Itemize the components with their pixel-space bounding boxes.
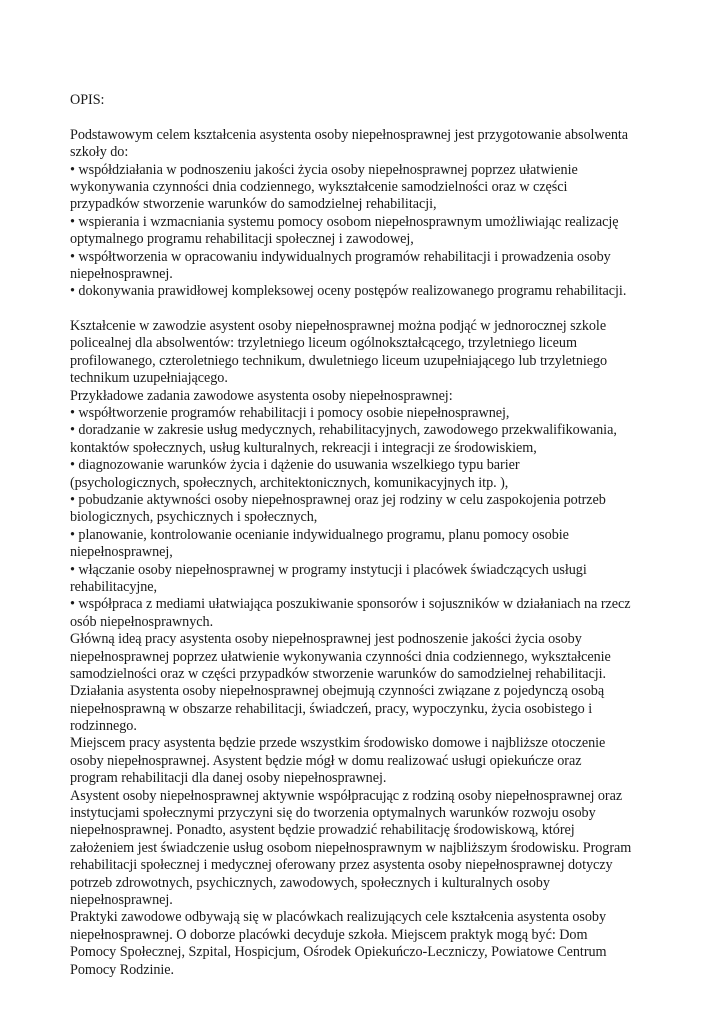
intro-paragraph — [70, 127, 670, 301]
paragraph-gap — [70, 301, 670, 318]
text-line: optymalnego programu rehabilitacji społecznej i zawodowej, — [70, 231, 414, 248]
text-line: rehabilitacji społecznej i medycznej oferowany przez asystenta osoby niepełnosprawnej dotyczy — [70, 857, 613, 874]
text-line: instytucjami społecznymi przyczyni się do tworzenia optymalnych warunków rozwoju osoby — [70, 805, 596, 822]
text-line: osób niepełnosprawnych. — [70, 613, 214, 630]
text-line: kontaktów społecznych, usług kulturalnych, rekreacji i integracji ze środowiskiem, — [70, 439, 537, 456]
text-line: biologicznych, psychicznych i społecznych, — [70, 509, 318, 526]
text-line: profilowanego, czteroletniego technikum, dwuletniego liceum uzupełniającego lub trzyletniego — [70, 352, 608, 369]
text-line: Miejscem pracy asystenta będzie przede wszystkim środowisko domowe i najbliższe otoczenie — [70, 735, 606, 752]
text-line: niepełnosprawnej, — [70, 544, 173, 561]
text-line: potrzeb zdrowotnych, psychicznych, zawodowych, społecznych i kulturalnych osoby — [70, 874, 550, 891]
bullet-line: • włączanie osoby niepełnosprawnej w programy instytucji i placówek świadczących usługi — [70, 561, 587, 578]
text-line: Przykładowe zadania zawodowe asystenta osoby niepełnosprawnej: — [70, 387, 453, 404]
document-heading: OPIS: — [70, 92, 105, 108]
text-line: technikum uzupełniającego. — [70, 370, 228, 387]
bullet-line: • współtworzenia w opracowaniu indywidualnych programów rehabilitacji i prowadzenia osoby — [70, 248, 611, 265]
document-body — [70, 92, 670, 979]
text-line: samodzielności oraz w części przypadków stworzenie warunków do samodzielnej rehabilitacji. — [70, 665, 607, 682]
text-line: Pomocy Rodzinie. — [70, 961, 175, 978]
text-line: niepełnosprawnej. O doborze placówki decyduje szkoła. Miejscem praktyk mogą być: Dom — [70, 926, 588, 943]
text-line: rodzinnego. — [70, 718, 137, 735]
bullet-line: • wspierania i wzmacniania systemu pomocy osobom niepełnosprawnym umożliwiając realizację — [70, 213, 619, 230]
bullet-line: • współpraca z mediami ułatwiająca poszukiwanie sponsorów i sojuszników w działaniach na rzecz — [70, 596, 631, 613]
bullet-line: • doradzanie w zakresie usług medycznych, rehabilitacyjnych, zawodowego przekwalifikowania, — [70, 422, 617, 439]
paragraph-gap — [70, 109, 670, 126]
text-line: Praktyki zawodowe odbywają się w placówkach realizujących cele kształcenia asystenta osoby — [70, 909, 606, 926]
text-line: niepełnosprawnej. Ponadto, asystent będzie prowadzić rehabilitację środowiskową, której — [70, 822, 575, 839]
text-line: Pomocy Społecznej, Szpital, Hospicjum, Ośrodek Opiekuńczo-Leczniczy, Powiatowe Centrum — [70, 944, 607, 961]
text-line: Kształcenie w zawodzie asystent osoby niepełnosprawnej można podjąć w jednorocznej szkole — [70, 318, 607, 335]
text-line: Asystent osoby niepełnosprawnej aktywnie współpracując z rodziną osoby niepełnosprawnej oraz — [70, 787, 623, 804]
bullet-line: • współtworzenie programów rehabilitacji i pomocy osobie niepełnosprawnej, — [70, 405, 510, 422]
text-line: przypadków stworzenie warunków do samodzielnej rehabilitacji, — [70, 196, 437, 213]
text-line: Działania asystenta osoby niepełnosprawnej obejmują czynności związane z pojedynczą osobą — [70, 683, 605, 700]
bullet-line: • pobudzanie aktywności osoby niepełnosprawnej oraz jej rodziny w celu zaspokojenia potrzeb — [70, 491, 606, 508]
main-paragraph — [70, 318, 670, 979]
text-line: policealnej dla absolwentów: trzyletniego liceum ogólnokształcącego, trzyletniego liceum — [70, 335, 577, 352]
text-line: program rehabilitacji dla danej osoby niepełnosprawnej. — [70, 770, 387, 787]
text-line: niepełnosprawnej. — [70, 265, 173, 282]
bullet-line: • współdziałania w podnoszeniu jakości życia osoby niepełnosprawnej poprzez ułatwienie — [70, 161, 578, 178]
bullet-line: • diagnozowanie warunków życia i dążenie do usuwania wszelkiego typu barier — [70, 457, 520, 474]
text-line: niepełnosprawnej. — [70, 891, 173, 908]
text-line: (psychologicznych, społecznych, architektonicznych, komunikacyjnych itp. ), — [70, 474, 509, 491]
bullet-line: • planowanie, kontrolowanie ocenianie indywidualnego programu, planu pomocy osobie — [70, 526, 569, 543]
text-line: szkoły do: — [70, 144, 129, 161]
text-line: wykonywania czynności dnia codziennego, wykształcenie samodzielności oraz w części — [70, 178, 568, 195]
text-line: Główną ideą pracy asystenta osoby niepełnosprawnej jest podnoszenie jakości życia osoby — [70, 631, 582, 648]
text-line: osoby niepełnosprawnej. Asystent będzie mógł w domu realizować usługi opiekuńcze oraz — [70, 752, 582, 769]
text-line: rehabilitacyjne, — [70, 578, 158, 595]
text-line: Podstawowym celem kształcenia asystenta osoby niepełnosprawnej jest przygotowanie absolwenta — [70, 126, 629, 143]
bullet-line: • dokonywania prawidłowej kompleksowej oceny postępów realizowanego programu rehabilitacji. — [70, 283, 627, 300]
text-line: założeniem jest świadczenie usług osobom niepełnosprawnym w najbliższym środowisku. Program — [70, 839, 632, 856]
text-line: niepełnosprawną w obszarze rehabilitacji, świadczeń, pracy, wypoczynku, życia osobistego i — [70, 700, 593, 717]
text-line: niepełnosprawnej poprzez ułatwienie wykonywania czynności dnia codziennego, wykształcenie — [70, 648, 611, 665]
